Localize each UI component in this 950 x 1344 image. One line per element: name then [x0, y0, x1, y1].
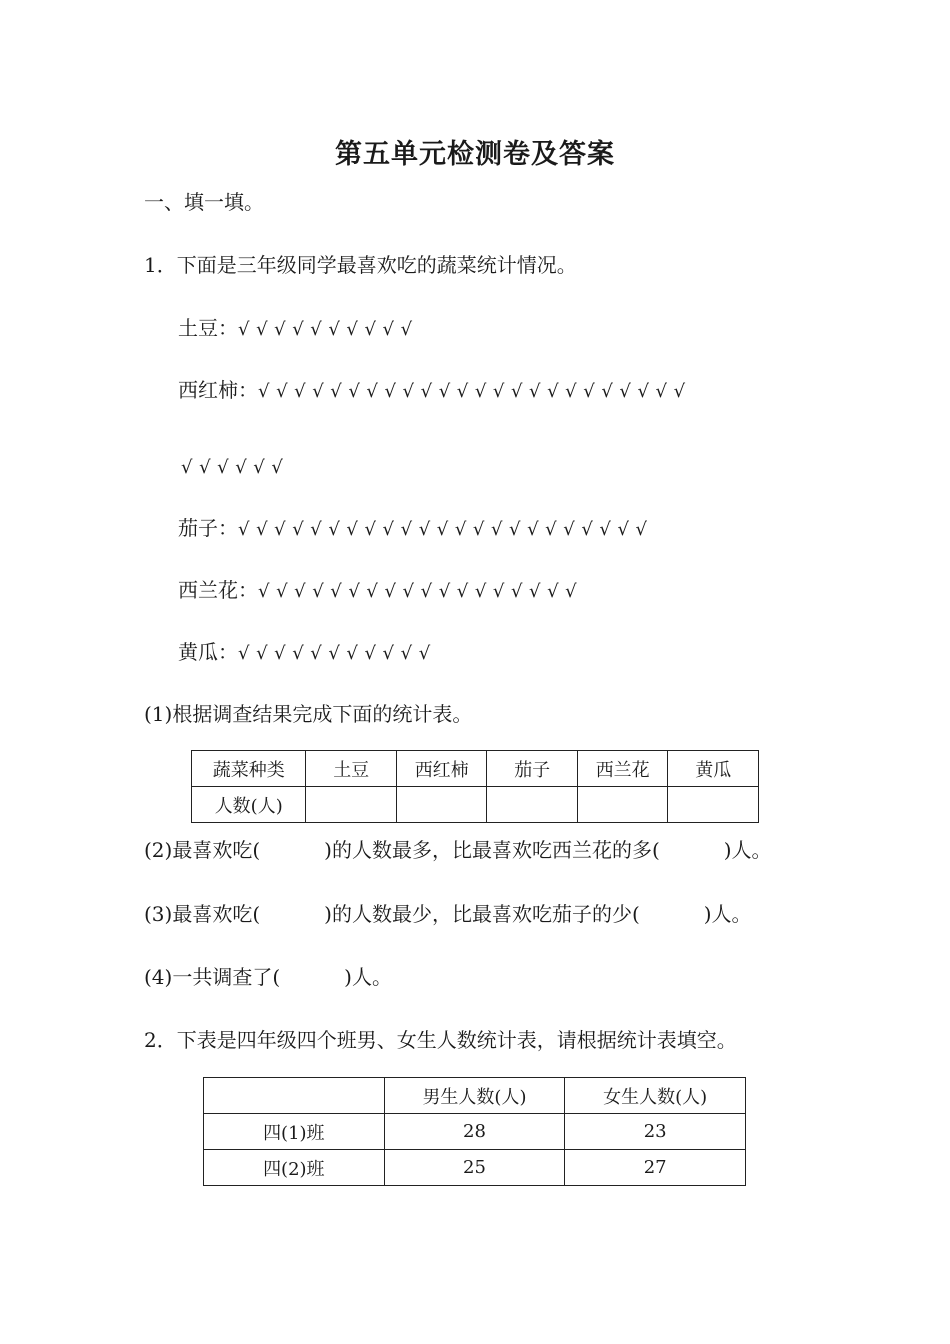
row-label-cell: 人数(人)	[192, 787, 306, 823]
table-cell: 27	[565, 1150, 746, 1186]
class-gender-table	[203, 1077, 746, 1186]
table-header-cell: 西兰花	[577, 751, 668, 787]
tally-ticks: √√√√√√√√√√√√√√√√√√√√√√√	[238, 519, 654, 540]
question-1-part-1: (1)根据调查结果完成下面的统计表。	[144, 702, 473, 726]
vegetable-stats-table	[191, 750, 759, 823]
table-header-cell: 西红柿	[396, 751, 487, 787]
tally-label: 西兰花：	[178, 578, 258, 602]
question-1-part-3	[144, 900, 752, 928]
tally-row-tomato-continued	[181, 452, 289, 482]
tally-ticks: √√√√√√√√√√√	[238, 643, 437, 664]
answer-cell[interactable]	[396, 787, 487, 823]
table-header-row	[192, 751, 759, 787]
tally-label: 西红柿：	[178, 378, 258, 402]
question-text: )人。	[723, 838, 772, 862]
table-header-cell: 土豆	[306, 751, 397, 787]
tally-label: 茄子：	[178, 516, 238, 540]
page-title: 第五单元检测卷及答案	[335, 139, 615, 170]
tally-row-potato	[178, 314, 419, 344]
table-row	[192, 787, 759, 823]
table-header-row	[204, 1078, 746, 1114]
answer-cell[interactable]	[668, 787, 759, 823]
tally-ticks: √√√√√√√√√√	[238, 319, 419, 340]
table-cell: 四(1)班	[204, 1114, 385, 1150]
tally-row-eggplant	[178, 514, 654, 544]
tally-row-cucumber	[178, 638, 437, 668]
table-row	[204, 1150, 746, 1186]
question-text: (3)最喜欢吃(	[144, 902, 261, 926]
tally-row-broccoli	[178, 576, 583, 606]
question-text: )人。	[344, 965, 392, 989]
table-header-cell	[204, 1078, 385, 1114]
answer-cell[interactable]	[577, 787, 668, 823]
table-header-cell: 男生人数(人)	[384, 1078, 565, 1114]
section-heading: 一、填一填。	[144, 190, 264, 214]
tally-label: 黄瓜：	[178, 640, 238, 664]
tally-ticks: √√√√√√	[181, 457, 290, 478]
answer-cell[interactable]	[306, 787, 397, 823]
question-1-part-4	[144, 963, 392, 991]
table-header-cell: 女生人数(人)	[565, 1078, 746, 1114]
table-header-cell: 茄子	[487, 751, 578, 787]
question-1-part-2	[144, 836, 772, 864]
question-1-intro: 1．下面是三年级同学最喜欢吃的蔬菜统计情况。	[144, 253, 577, 277]
table-cell: 四(2)班	[204, 1150, 385, 1186]
question-text: )的人数最多，比最喜欢吃西兰花的多(	[324, 838, 660, 862]
tally-ticks: √√√√√√√√√√√√√√√√√√√√√√√√	[258, 381, 692, 402]
tally-row-tomato	[178, 376, 692, 406]
table-header-cell: 蔬菜种类	[192, 751, 306, 787]
question-text: )的人数最少，比最喜欢吃茄子的少(	[324, 902, 640, 926]
table-row	[204, 1114, 746, 1150]
question-text: )人。	[703, 902, 752, 926]
question-2-intro: 2．下表是四年级四个班男、女生人数统计表，请根据统计表填空。	[144, 1028, 737, 1052]
table-cell: 23	[565, 1114, 746, 1150]
tally-ticks: √√√√√√√√√√√√√√√√√√	[258, 581, 584, 602]
table-cell: 25	[384, 1150, 565, 1186]
table-cell: 28	[384, 1114, 565, 1150]
table-header-cell: 黄瓜	[668, 751, 759, 787]
question-text: (2)最喜欢吃(	[144, 838, 261, 862]
answer-cell[interactable]	[487, 787, 578, 823]
tally-label: 土豆：	[178, 316, 238, 340]
question-text: (4)一共调查了(	[144, 965, 281, 989]
